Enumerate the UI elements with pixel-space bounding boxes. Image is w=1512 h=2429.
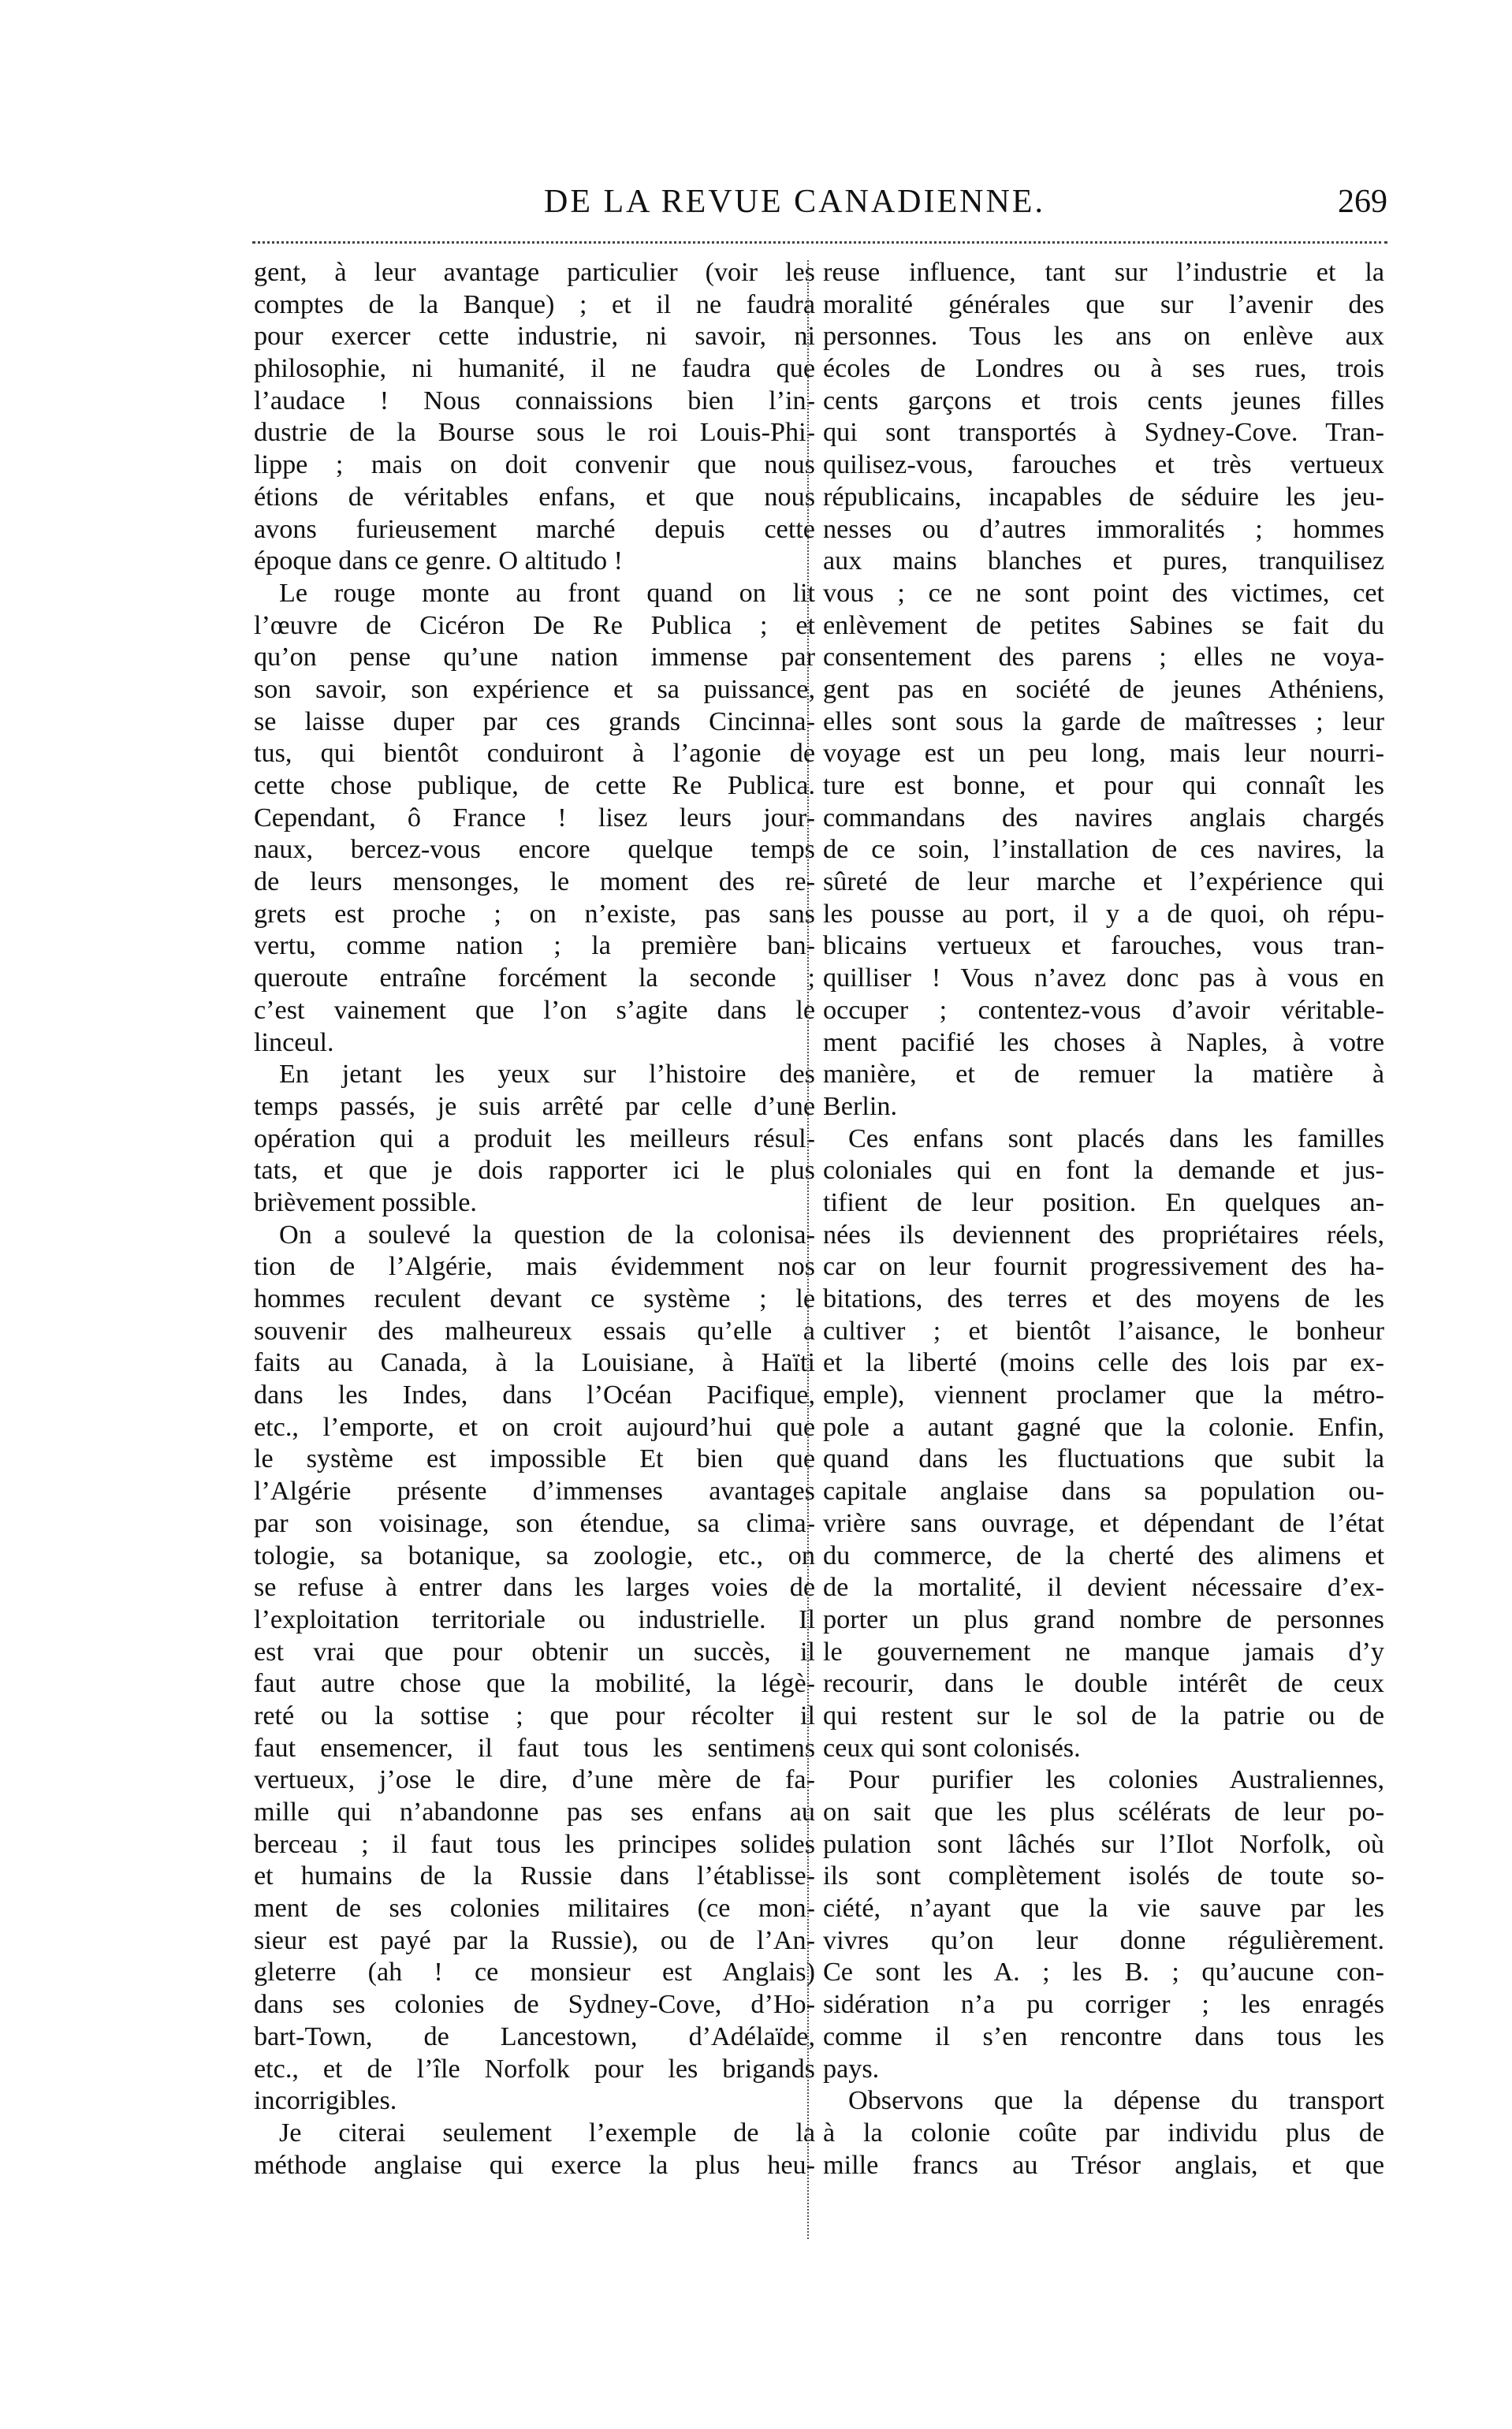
left-column [254,257,815,2181]
text-line: lippe ; mais on doit convenir que nous [254,450,815,480]
text-line: qu’on pense qu’une nation immense par [254,643,815,672]
text-line: capitale anglaise dans sa population ou- [823,1477,1384,1507]
text-line: gent pas en société de jeunes Athéniens, [823,674,1384,704]
text-line: naux, bercez-vous encore quelque temps [254,835,815,865]
text-line: manière, et de remuer la matière à [823,1060,1384,1090]
text-line: de ce soin, l’installation de ces navires, la [823,835,1384,865]
text-line: et humains de la Russie dans l’établisse- [254,1861,815,1891]
text-line: les pousse au port, il y a de quoi, oh répu- [823,899,1384,929]
text-line: occuper ; contentez-vous d’avoir véritable- [823,995,1384,1025]
text-line: est vrai que pour obtenir un succès, il [254,1637,815,1667]
text-line: philosophie, ni humanité, il ne faudra que [254,354,815,384]
text-line: souvenir des malheureux essais qu’elle a [254,1316,815,1346]
text-line: commandans des navires anglais chargés [823,803,1384,833]
text-line: républicains, incapables de séduire les jeu- [823,482,1384,512]
text-line: blicains vertueux et farouches, vous tran- [823,931,1384,961]
right-column [823,257,1384,2181]
text-line: enlèvement de petites Sabines se fait du [823,610,1384,640]
text-line: ils sont complètement isolés de toute so- [823,1861,1384,1891]
text-line: elles sont sous la garde de maîtresses ; leur [823,706,1384,736]
text-line: faits au Canada, à la Louisiane, à Haïti [254,1348,815,1378]
text-line: consentement des parens ; elles ne voya- [823,643,1384,672]
text-line: dustrie de la Bourse sous le roi Louis-Phi- [254,418,815,448]
text-line: tifient de leur position. En quelques an- [823,1187,1384,1217]
text-line: mille qui n’abandonne pas ses enfans au [254,1798,815,1827]
text-line: l’audace ! Nous connaissions bien l’in- [254,386,815,415]
text-line: vrière sans ouvrage, et dépendant de l’état [823,1508,1384,1538]
text-line: ture est bonne, et pour qui connaît les [823,771,1384,800]
text-line: Le rouge monte au front quand on lit [279,578,815,608]
page-number: 269 [1338,184,1387,220]
text-line: gleterre (ah ! ce monsieur est Anglais) [254,1958,815,1988]
text-line: emple), viennent proclamer que la métro- [823,1380,1384,1410]
text-line: grets est proche ; on n’existe, pas sans [254,899,815,929]
text-line: quilliser ! Vous n’avez donc pas à vous en [823,963,1384,993]
text-line: personnes. Tous les ans on enlève aux [823,322,1384,352]
text-line: tion de l’Algérie, mais évidemment nos [254,1252,815,1282]
text-line: pole a autant gagné que la colonie. Enfin, [823,1412,1384,1442]
text-line: temps passés, je suis arrêté par celle d’une [254,1091,815,1121]
text-line: coloniales qui en font la demande et jus- [823,1156,1384,1186]
text-line: se laisse duper par ces grands Cincinna- [254,706,815,736]
text-line: porter un plus grand nombre de personnes [823,1604,1384,1634]
text-line: avons furieusement marché depuis cette [254,514,815,544]
text-line: de leurs mensonges, le moment des re- [254,867,815,897]
text-line: reté ou la sottise ; que pour récolter il [254,1701,815,1730]
text-line: bitations, des terres et des moyens de les [823,1284,1384,1313]
text-line: on sait que les plus scélérats de leur po- [823,1798,1384,1827]
text-line: méthode anglaise qui exerce la plus heu- [254,2150,815,2180]
text-line: vous ; ce ne sont point des victimes, cet [823,578,1384,608]
text-line: quand dans les fluctuations que subit la [823,1444,1384,1474]
text-line: aux mains blanches et pures, tranquilisez [823,546,1384,576]
text-line: le gouvernement ne manque jamais d’y [823,1637,1384,1667]
text-line: nées ils deviennent des propriétaires réels, [823,1220,1384,1250]
text-line: gent, à leur avantage particulier (voir les [254,258,815,287]
text-line: Observons que la dépense du transport [848,2086,1384,2116]
text-line: sûreté de leur marche et l’expérience qui [823,867,1384,897]
text-line: qui sont transportés à Sydney-Cove. Tran- [823,418,1384,448]
text-line: à la colonie coûte par individu plus de [823,2118,1384,2148]
text-line: dans ses colonies de Sydney-Cove, d’Ho- [254,1990,815,2020]
text-line: cents garçons et trois cents jeunes filles [823,386,1384,415]
text-line: se refuse à entrer dans les larges voies de [254,1573,815,1603]
text-line: bart-Town, de Lancestown, d’Adélaïde, [254,2021,815,2051]
text-line: le système est impossible Et bien que [254,1444,815,1474]
text-line: sidération n’a pu corriger ; les enragés [823,1990,1384,2020]
text-line: Pour purifier les colonies Australiennes, [848,1765,1384,1795]
text-line: voyage est un peu long, mais leur nourri- [823,739,1384,769]
text-line: reuse influence, tant sur l’industrie et la [823,258,1384,287]
text-line: tus, qui bientôt conduiront à l’agonie de [254,739,815,769]
text-line: pulation sont lâchés sur l’Ilot Norfolk, où [823,1829,1384,1859]
text-line: du commerce, de la cherté des alimens et [823,1540,1384,1570]
text-line: queroute entraîne forcément la seconde ; [254,963,815,993]
text-line: faut autre chose que la mobilité, la légè- [254,1669,815,1699]
text-line: On a soulevé la question de la colonisa- [279,1220,815,1250]
text-line: son savoir, son expérience et sa puissance, [254,674,815,704]
text-line: ciété, n’ayant que la vie sauve par les [823,1894,1384,1924]
text-line: Cependant, ô France ! lisez leurs jour- [254,803,815,833]
text-line: ment pacifié les choses à Naples, à votre [823,1027,1384,1057]
text-line: et la liberté (moins celle des lois par ex- [823,1348,1384,1378]
text-line: hommes reculent devant ce système ; le [254,1284,815,1313]
page-header [252,183,1387,230]
text-line: faut ensemencer, il faut tous les sentimens [254,1733,815,1763]
text-line: quilisez-vous, farouches et très vertueux [823,450,1384,480]
text-line: vertu, comme nation ; la première ban- [254,931,815,961]
text-line: par son voisinage, son étendue, sa clima- [254,1508,815,1538]
text-line: l’œuvre de Cicéron De Re Publica ; et [254,610,815,640]
text-line: Ces enfans sont placés dans les familles [848,1123,1384,1153]
header-rule [252,241,1387,244]
text-line: ment de ses colonies militaires (ce mon- [254,1894,815,1924]
text-line: l’Algérie présente d’immenses avantages [254,1477,815,1507]
column-divider [807,260,809,2239]
text-line: opération qui a produit les meilleurs résul- [254,1123,815,1153]
text-line: car on leur fournit progressivement des ha- [823,1252,1384,1282]
text-line: ceux qui sont colonisés. [823,1733,1081,1763]
text-line: moralité générales que sur l’avenir des [823,289,1384,319]
text-line: tats, et que je dois rapporter ici le plus [254,1156,815,1186]
text-line: etc., et de l’île Norfolk pour les brigands [254,2054,815,2084]
text-line: etc., l’emporte, et on croit aujourd’hui que [254,1412,815,1442]
text-line: cultiver ; et bientôt l’aisance, le bonheur [823,1316,1384,1346]
text-line: écoles de Londres ou à ses rues, trois [823,354,1384,384]
text-line: de la mortalité, il devient nécessaire d’ex- [823,1573,1384,1603]
text-line: Je citerai seulement l’exemple de la [279,2118,815,2148]
text-line: l’exploitation territoriale ou industrielle. Il [254,1604,815,1634]
text-line: En jetant les yeux sur l’histoire des [279,1060,815,1090]
text-line: sieur est payé par la Russie), ou de l’An- [254,1925,815,1955]
text-line: qui restent sur le sol de la patrie ou de [823,1701,1384,1730]
text-line: nesses ou d’autres immoralités ; hommes [823,514,1384,544]
text-line: dans les Indes, dans l’Océan Pacifique, [254,1380,815,1410]
text-line: pour exercer cette industrie, ni savoir, ni [254,322,815,352]
text-line: pays. [823,2054,880,2084]
text-line: recourir, dans le double intérêt de ceux [823,1669,1384,1699]
text-line: comptes de la Banque) ; et il ne faudra [254,289,815,319]
text-line: vivres qu’on leur donne régulièrement. [823,1925,1384,1955]
text-line: époque dans ce genre. O altitudo ! [254,546,624,576]
text-line: berceau ; il faut tous les principes solides [254,1829,815,1859]
text-line: tologie, sa botanique, sa zoologie, etc., on [254,1540,815,1570]
text-line: cette chose publique, de cette Re Publica. [254,771,815,800]
text-line: c’est vainement que l’on s’agite dans le [254,995,815,1025]
text-line: Berlin. [823,1091,897,1121]
text-line: comme il s’en rencontre dans tous les [823,2021,1384,2051]
text-line: incorrigibles. [254,2086,397,2116]
text-line: mille francs au Trésor anglais, et que [823,2150,1384,2180]
text-line: vertueux, j’ose le dire, d’une mère de fa- [254,1765,815,1795]
text-line: brièvement possible. [254,1187,477,1217]
text-line: Ce sont les A. ; les B. ; qu’aucune con- [823,1958,1384,1988]
text-line: étions de véritables enfans, et que nous [254,482,815,512]
text-line: linceul. [254,1027,334,1057]
running-head: DE LA REVUE CANADIENNE. [544,184,1045,220]
